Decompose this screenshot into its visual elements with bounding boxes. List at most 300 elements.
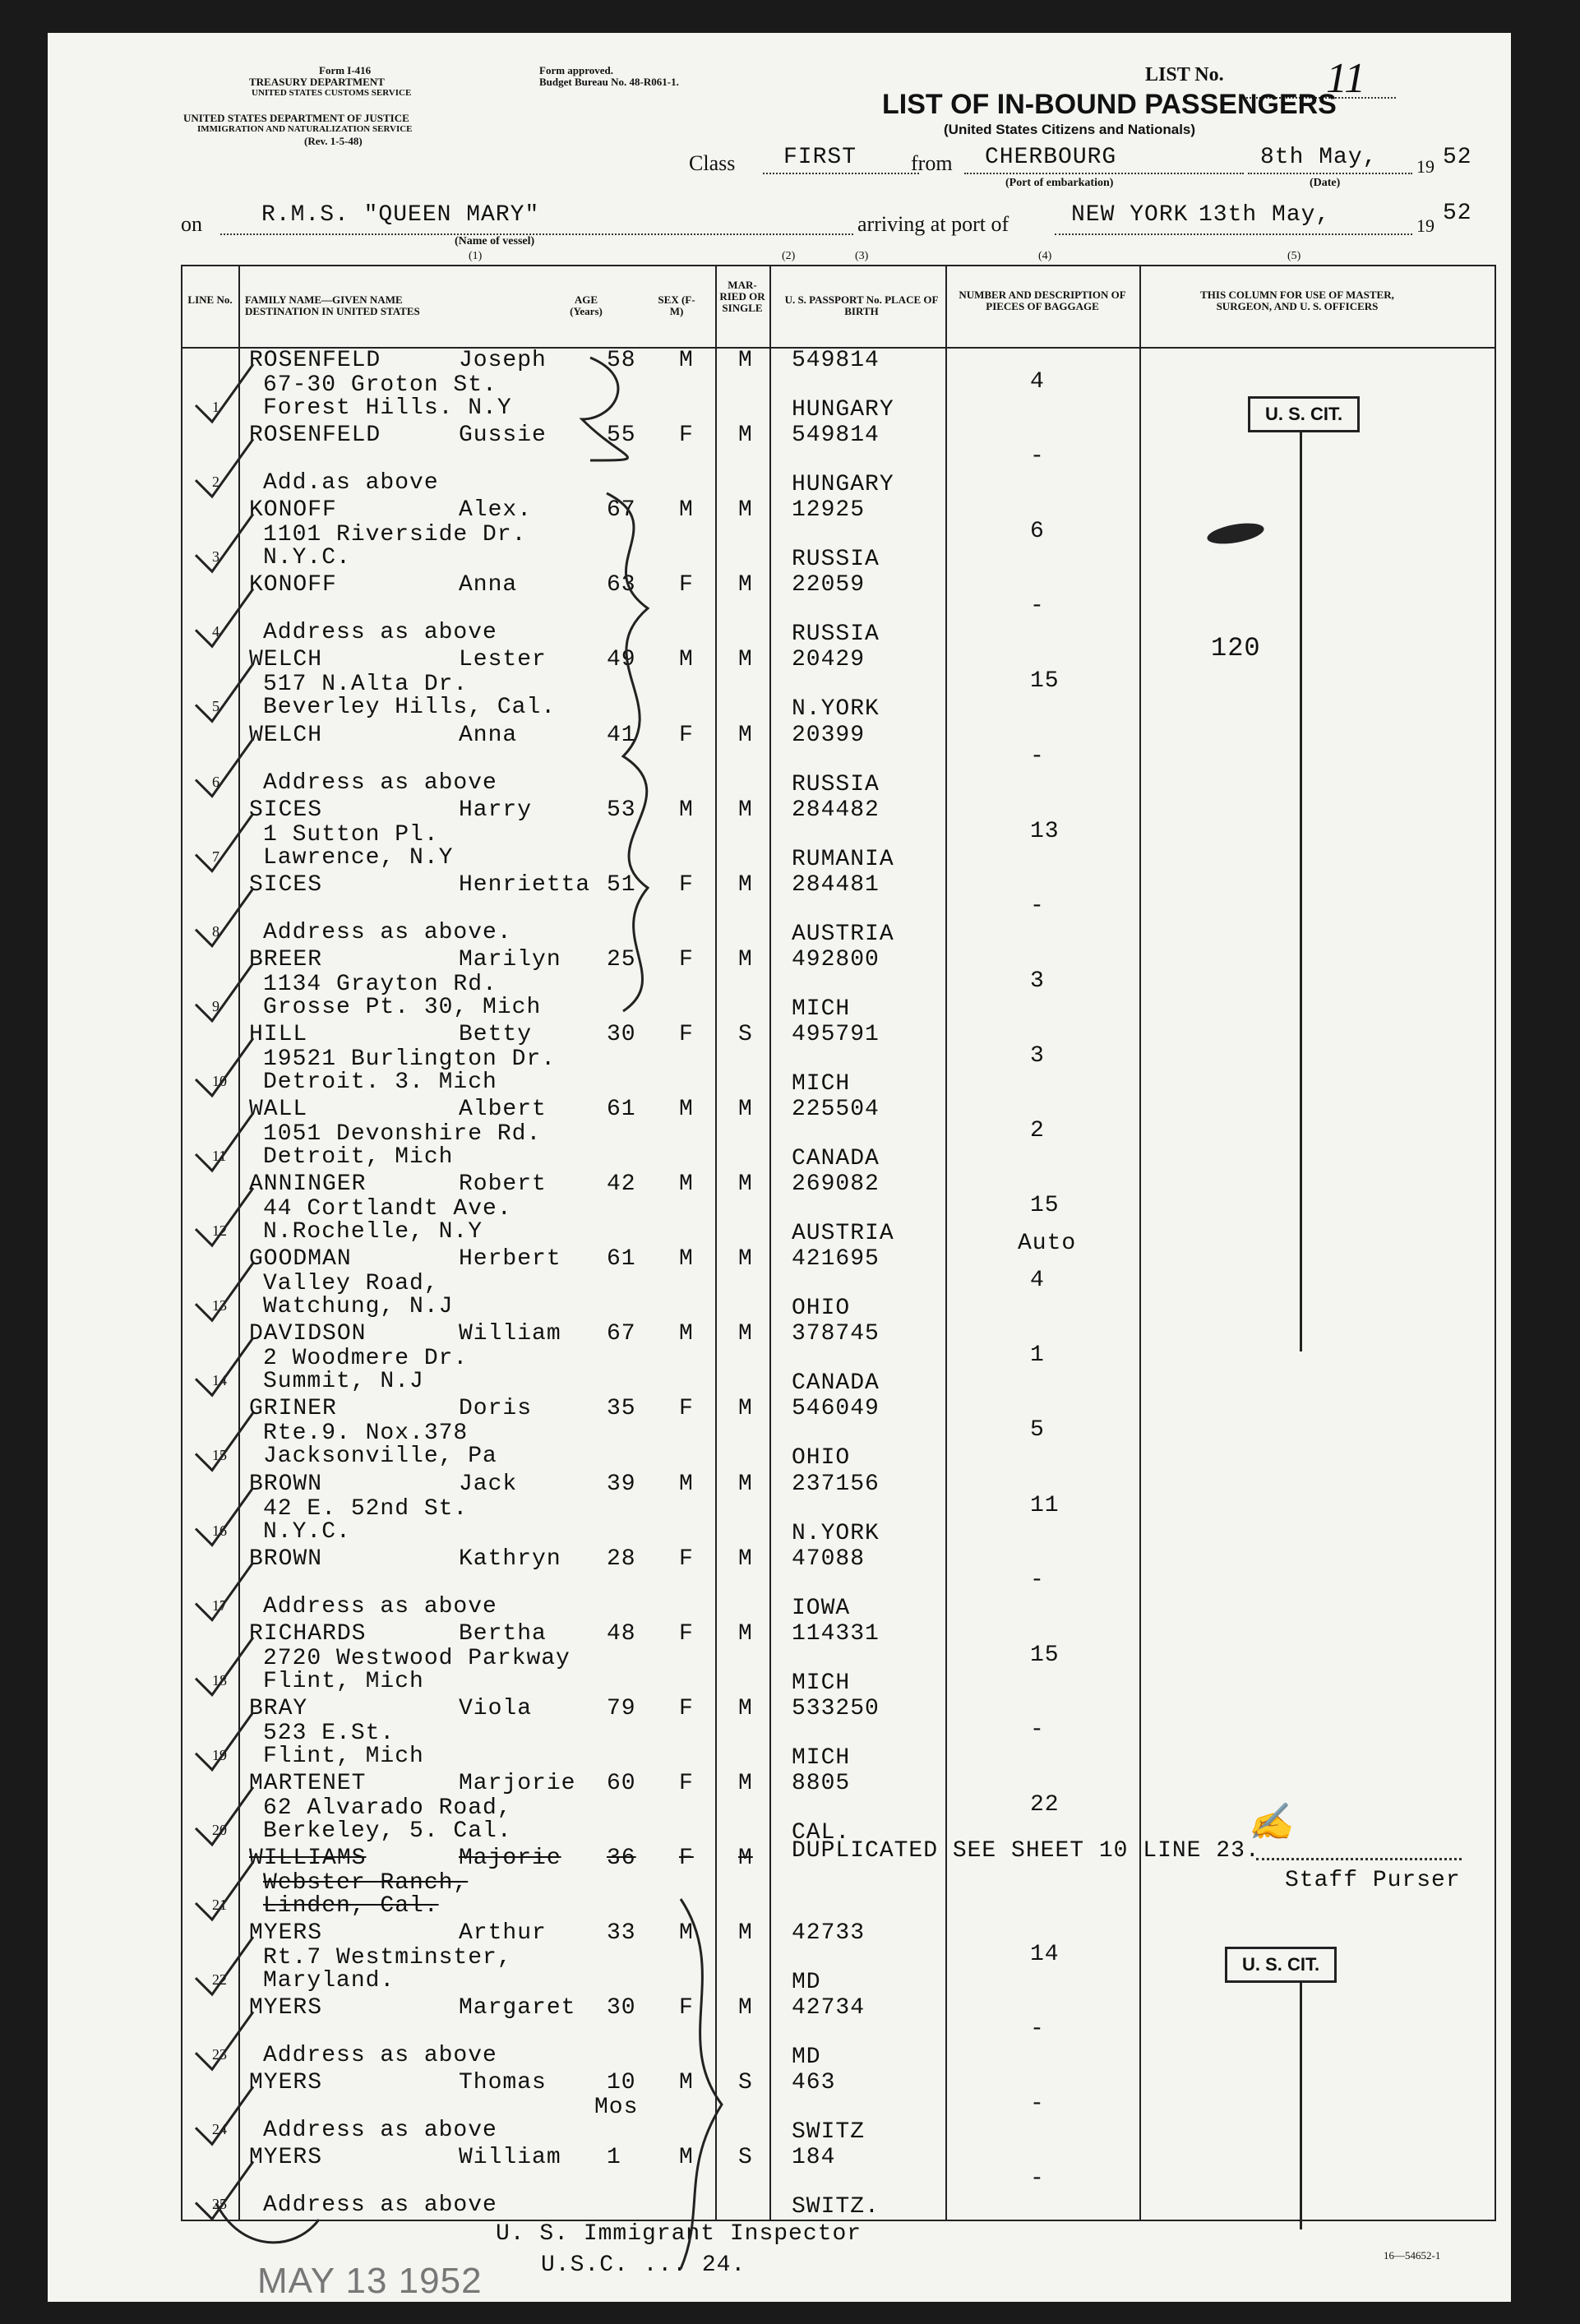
age: 28 — [607, 1545, 636, 1572]
age: 25 — [607, 946, 636, 973]
baggage-count: - — [1030, 594, 1045, 620]
check-mark — [196, 1263, 253, 1320]
given-name: Henrietta — [459, 871, 591, 898]
marital-status: M — [738, 946, 753, 973]
family-name: WELCH — [249, 647, 323, 673]
list-no-label: LIST No. — [1145, 64, 1224, 85]
line-number: 10 — [212, 1072, 227, 1089]
given-name: Marjorie — [459, 1770, 576, 1796]
address-line-1: 1051 Devonshire Rd. — [263, 1121, 542, 1147]
given-name: William — [459, 1321, 561, 1347]
address-line-2: Address as above — [263, 2192, 497, 2219]
address-line-2: Address as above — [263, 2043, 497, 2069]
sex: M — [679, 1321, 694, 1347]
given-name: Thomas — [459, 2070, 547, 2096]
family-name: RICHARDS — [249, 1620, 367, 1647]
address-line-1: 523 E.St. — [263, 1720, 395, 1746]
age: 30 — [607, 1995, 636, 2021]
embark-year: 52 — [1443, 145, 1472, 170]
baggage-count: 15 — [1030, 1193, 1060, 1219]
given-name: Arthur — [459, 1920, 547, 1947]
passport-number: 533250 — [792, 1695, 880, 1721]
family-name: MYERS — [249, 2070, 323, 2096]
sex: F — [679, 1995, 694, 2021]
given-name: Alex. — [459, 497, 533, 524]
passport-number: 492800 — [792, 946, 880, 973]
place-of-birth: N.YORK — [792, 1520, 880, 1546]
address-line-2: Detroit. 3. Mich — [263, 1069, 497, 1095]
check-mark — [196, 1113, 253, 1171]
baggage-count: - — [1030, 1716, 1045, 1743]
age: 58 — [607, 348, 636, 373]
age: 79 — [607, 1695, 636, 1721]
family-name: BROWN — [249, 1471, 323, 1497]
address-line-1: 19521 Burlington Dr. — [263, 1046, 557, 1072]
col-num-4: (4) — [1038, 250, 1052, 262]
staff-purser: Staff Purser — [1285, 1868, 1461, 1893]
age: 42 — [607, 1171, 636, 1198]
check-mark — [196, 889, 253, 946]
family-name: BRAY — [249, 1695, 308, 1721]
age: 10 — [607, 2070, 636, 2096]
family-name: WALL — [249, 1097, 308, 1122]
place-of-birth: MICH — [792, 996, 851, 1022]
place-of-birth: RUMANIA — [792, 846, 894, 872]
us-citizen-stamp-2: U. S. CIT. — [1225, 1947, 1337, 1983]
age: 60 — [607, 1770, 636, 1796]
age: 61 — [607, 1097, 636, 1122]
place-of-birth: MD — [792, 2044, 821, 2071]
place-of-birth: SWITZ. — [792, 2194, 880, 2220]
date-stamp: MAY 13 1952 — [257, 2261, 483, 2301]
sex: F — [679, 1545, 694, 1572]
passport-number: 225504 — [792, 1097, 880, 1122]
given-name: Joseph — [459, 348, 547, 373]
sex: F — [679, 871, 694, 898]
header-name: FAMILY NAME—GIVEN NAME DESTINATION IN UNITED STATES — [245, 293, 420, 317]
baggage-count: - — [1030, 2166, 1045, 2192]
marital-status: M — [738, 348, 753, 373]
family-name: SICES — [249, 871, 323, 898]
sex: F — [679, 572, 694, 598]
passport-number: 114331 — [792, 1620, 880, 1647]
marital-status: S — [738, 2070, 753, 2096]
baggage-count: 3 — [1030, 1042, 1045, 1069]
age: 67 — [607, 497, 636, 524]
place-of-birth: MICH — [792, 1744, 851, 1771]
age: 61 — [607, 1246, 636, 1273]
marital-status: M — [738, 1620, 753, 1647]
baggage-count: 15 — [1030, 668, 1060, 695]
age: 41 — [607, 722, 636, 748]
address-line-2: Linden, Cal. — [263, 1893, 439, 1919]
check-mark — [196, 1787, 253, 1845]
place-of-birth: CANADA — [792, 1146, 880, 1171]
given-name: Albert — [459, 1097, 547, 1122]
address-line-2: Maryland. — [263, 1968, 395, 1994]
family-name: MYERS — [249, 1920, 323, 1947]
address-line-1: 42 E. 52nd St. — [263, 1495, 469, 1522]
line-number: 25 — [212, 2196, 227, 2213]
sex: M — [679, 647, 694, 673]
list-number: 11 — [1326, 55, 1366, 102]
year-prefix: 19 — [1416, 156, 1434, 177]
line-number: 4 — [212, 623, 219, 640]
marital-status: M — [738, 1545, 753, 1572]
marital-status: M — [738, 871, 753, 898]
sex: F — [679, 423, 694, 449]
check-mark — [196, 1937, 253, 1994]
place-of-birth: OHIO — [792, 1296, 851, 1322]
baggage-count: 11 — [1030, 1492, 1060, 1518]
baggage-description: Auto — [1018, 1231, 1077, 1257]
place-of-birth: N.YORK — [792, 696, 880, 723]
address-line-1: 1101 Riverside Dr. — [263, 522, 527, 548]
baggage-count: - — [1030, 743, 1045, 769]
address-line-2: Beverley Hills, Cal. — [263, 695, 557, 721]
header-married: MAR- RIED OR SINGLE — [719, 279, 765, 314]
header-baggage: NUMBER AND DESCRIPTION OF PIECES OF BAGGAGE — [959, 289, 1126, 312]
given-name: Lester — [459, 647, 547, 673]
age: 53 — [607, 797, 636, 823]
check-mark — [196, 2086, 253, 2144]
line-number: 21 — [212, 1897, 227, 1913]
us-citizen-stamp: U. S. CIT. — [1248, 396, 1360, 432]
given-name: Majorie — [459, 1846, 561, 1871]
age: 63 — [607, 572, 636, 598]
family-name: BREER — [249, 946, 323, 973]
line-number: 7 — [212, 848, 219, 865]
line-number: 18 — [212, 1671, 227, 1689]
baggage-count: 1 — [1030, 1342, 1045, 1369]
passport-number: 549814 — [792, 348, 880, 373]
baggage-count: 4 — [1030, 369, 1045, 395]
customs-service: UNITED STATES CUSTOMS SERVICE — [252, 88, 412, 98]
baggage-count: 15 — [1030, 1642, 1060, 1668]
date-caption: (Date) — [1310, 177, 1341, 189]
marital-status: M — [738, 1920, 753, 1947]
address-line-1: Webster Ranch, — [263, 1870, 469, 1896]
address-line-2: Jacksonville, Pa — [263, 1444, 497, 1470]
port-of-embarkation: CHERBOURG — [985, 145, 1117, 170]
place-of-birth: MICH — [792, 1670, 851, 1696]
passport-number: 42733 — [792, 1920, 866, 1947]
embark-date: 8th May, — [1260, 145, 1378, 170]
address-line-2: Add.as above — [263, 470, 439, 497]
header-official-use: THIS COLUMN FOR USE OF MASTER, SURGEON, AND U. S. OFFICERS — [1200, 289, 1394, 312]
family-name: MYERS — [249, 2145, 323, 2171]
marital-status: M — [738, 1321, 753, 1347]
line-number: 20 — [212, 1821, 227, 1838]
age: 48 — [607, 1620, 636, 1647]
place-of-birth: SWITZ — [792, 2119, 866, 2146]
check-mark — [196, 814, 253, 871]
place-of-birth: CAL. — [792, 1819, 851, 1846]
baggage-count: 4 — [1030, 1268, 1045, 1294]
address-line-2: Summit, N.J — [263, 1369, 424, 1395]
line-number: 9 — [212, 997, 219, 1014]
family-name: SICES — [249, 797, 323, 823]
vessel-caption: (Name of vessel) — [455, 235, 535, 247]
family-name: WELCH — [249, 722, 323, 748]
address-line-1: 2 Woodmere Dr. — [263, 1346, 469, 1372]
form-approved: Form approved. — [539, 64, 614, 76]
marital-status: S — [738, 1021, 753, 1047]
arrival-port: NEW YORK — [1071, 202, 1189, 228]
address-line-2: N.Y.C. — [263, 1518, 351, 1545]
line-number: 17 — [212, 1596, 227, 1614]
age: 51 — [607, 871, 636, 898]
list-subtitle: (United States Citizens and Nationals) — [944, 122, 1196, 137]
marital-status: M — [738, 1471, 753, 1497]
sex: M — [679, 2070, 694, 2096]
given-name: Anna — [459, 722, 518, 748]
form-code: 16—54652-1 — [1384, 2249, 1441, 2262]
class-label: Class — [689, 151, 736, 175]
passport-number: 463 — [792, 2070, 836, 2096]
col-num-2: (2) — [782, 250, 796, 262]
place-of-birth: HUNGARY — [792, 472, 894, 498]
check-mark — [196, 1338, 253, 1395]
sex: F — [679, 1695, 694, 1721]
place-of-birth: CANADA — [792, 1370, 880, 1397]
sex: F — [679, 1021, 694, 1047]
passport-number: 20429 — [792, 647, 866, 673]
marital-status: M — [738, 1995, 753, 2021]
age: 36 — [607, 1846, 636, 1871]
check-mark — [196, 514, 253, 571]
passport-number: 237156 — [792, 1471, 880, 1497]
passport-number: 269082 — [792, 1171, 880, 1198]
baggage-count: - — [1030, 444, 1045, 470]
family-name: MYERS — [249, 1995, 323, 2021]
place-of-birth: MICH — [792, 1070, 851, 1097]
sex: M — [679, 1471, 694, 1497]
given-name: Harry — [459, 797, 533, 823]
passport-number: 22059 — [792, 572, 866, 598]
place-of-birth: HUNGARY — [792, 397, 894, 423]
family-name: ROSENFELD — [249, 423, 381, 449]
family-name: KONOFF — [249, 572, 337, 598]
address-line-1: 62 Alvarado Road, — [263, 1795, 512, 1821]
line-number: 11 — [212, 1148, 227, 1164]
family-name: ANNINGER — [249, 1171, 367, 1198]
address-line-1: 1 Sutton Pl. — [263, 821, 439, 848]
given-name: Margaret — [459, 1995, 576, 2021]
ins-service: IMMIGRATION AND NATURALIZATION SERVICE — [197, 124, 413, 134]
given-name: Herbert — [459, 1246, 561, 1273]
embarkation-caption: (Port of embarkation) — [1005, 177, 1114, 189]
address-line-2: Flint, Mich — [263, 1743, 424, 1769]
line-number: 6 — [212, 773, 219, 790]
address-line-1: 67-30 Groton St. — [263, 372, 497, 398]
purser-signature: ✍ — [1248, 1802, 1293, 1842]
passport-number: 495791 — [792, 1021, 880, 1047]
place-of-birth: OHIO — [792, 1445, 851, 1472]
passport-number: 549814 — [792, 423, 880, 449]
usc-total: U.S.C. ... 24. — [541, 2252, 746, 2278]
line-number: 24 — [212, 2121, 227, 2138]
address-line-2: Berkeley, 5. Cal. — [263, 1818, 512, 1844]
family-name: GOODMAN — [249, 1246, 352, 1273]
marital-status: M — [738, 1770, 753, 1796]
check-mark — [196, 589, 253, 646]
col-num-3: (3) — [855, 250, 869, 262]
given-name: Bertha — [459, 1620, 547, 1647]
check-mark — [196, 1563, 253, 1620]
check-mark — [196, 1038, 253, 1096]
address-line-1: 2720 Westwood Parkway — [263, 1645, 571, 1671]
age-unit: Mos — [594, 2095, 639, 2121]
vessel-name: R.M.S. "QUEEN MARY" — [261, 202, 540, 228]
address-line-2: N.Rochelle, N.Y — [263, 1219, 483, 1245]
address-line-1: 1134 Grayton Rd. — [263, 971, 497, 997]
address-line-1: Rt.7 Westminster, — [263, 1945, 512, 1971]
passport-number: 20399 — [792, 722, 866, 748]
check-mark — [196, 739, 253, 797]
budget-bureau: Budget Bureau No. 48-R061-1. — [539, 76, 679, 88]
family-name: WILLIAMS — [249, 1846, 367, 1871]
line-number: 13 — [212, 1297, 227, 1314]
line-number: 5 — [212, 698, 219, 715]
family-name: ROSENFELD — [249, 348, 381, 373]
address-line-2: Watchung, N.J — [263, 1294, 454, 1320]
check-mark — [196, 1188, 253, 1245]
dept-of-justice: UNITED STATES DEPARTMENT OF JUSTICE — [183, 112, 409, 124]
line-number: 2 — [212, 474, 219, 491]
sex: M — [679, 1920, 694, 1947]
baggage-count: - — [1030, 2017, 1045, 2043]
age: 49 — [607, 647, 636, 673]
given-name: Doris — [459, 1396, 533, 1422]
immigrant-inspector: U. S. Immigrant Inspector — [496, 2221, 862, 2247]
age: 55 — [607, 423, 636, 449]
given-name: Gussie — [459, 423, 547, 449]
revision: (Rev. 1-5-48) — [304, 135, 363, 147]
address-line-2: Address as above. — [263, 919, 512, 945]
sex: F — [679, 1846, 694, 1871]
sex: F — [679, 946, 694, 973]
sex: M — [679, 348, 694, 373]
baggage-count: - — [1030, 1567, 1045, 1593]
baggage-count: 13 — [1030, 818, 1060, 844]
marital-status: M — [738, 497, 753, 524]
given-name: Anna — [459, 572, 518, 598]
given-name: Betty — [459, 1021, 533, 1047]
check-mark — [196, 1488, 253, 1545]
line-number: 1 — [212, 399, 219, 415]
baggage-count: 2 — [1030, 1118, 1045, 1144]
from-label: from — [911, 151, 953, 175]
check-mark — [196, 2161, 253, 2219]
baggage-count: 14 — [1030, 1942, 1060, 1968]
line-number: 14 — [212, 1372, 227, 1389]
check-mark — [196, 963, 253, 1021]
sex: M — [679, 797, 694, 823]
line-number: 16 — [212, 1522, 227, 1539]
line-number: 12 — [212, 1222, 227, 1240]
address-line-2: Forest Hills. N.Y — [263, 395, 512, 421]
header-age: AGE (Years) — [570, 293, 603, 317]
age: 1 — [607, 2145, 621, 2171]
place-of-birth: AUSTRIA — [792, 1221, 894, 1247]
age: 35 — [607, 1396, 636, 1422]
address-line-2: Detroit, Mich — [263, 1144, 454, 1170]
line-number: 23 — [212, 2046, 227, 2063]
line-number: 22 — [212, 1971, 227, 1989]
baggage-count: - — [1030, 2091, 1045, 2118]
manifest-sheet — [48, 33, 1511, 2302]
marital-status: M — [738, 797, 753, 823]
sex: F — [679, 1770, 694, 1796]
address-line-1: 517 N.Alta Dr. — [263, 672, 469, 698]
family-name: MARTENET — [249, 1770, 367, 1796]
address-line-2: Grosse Pt. 30, Mich — [263, 994, 542, 1020]
marital-status: M — [738, 572, 753, 598]
family-name: BROWN — [249, 1545, 323, 1572]
form-number: Form I-416 — [319, 64, 372, 76]
address-line-1: Valley Road, — [263, 1271, 439, 1297]
check-mark — [196, 439, 253, 497]
marital-status: M — [738, 1097, 753, 1122]
on-label: on — [181, 212, 202, 236]
place-of-birth: IOWA — [792, 1595, 851, 1621]
header-sex: SEX (F-M) — [658, 293, 695, 317]
marital-status: M — [738, 1171, 753, 1198]
address-line-1: 44 Cortlandt Ave. — [263, 1196, 512, 1222]
passport-number: 47088 — [792, 1545, 866, 1572]
marital-status: S — [738, 2145, 753, 2171]
passport-number: 42734 — [792, 1995, 866, 2021]
handwritten-marks — [48, 33, 1511, 2302]
arriving-label: arriving at port of — [857, 212, 1009, 236]
address-line-2: Address as above — [263, 2118, 497, 2144]
line-number: 3 — [212, 548, 219, 566]
given-name: Robert — [459, 1171, 547, 1198]
place-of-birth: RUSSIA — [792, 547, 880, 573]
given-name: Viola — [459, 1695, 533, 1721]
arrival-date: 13th May, — [1199, 202, 1331, 228]
passport-number: 184 — [792, 2145, 836, 2171]
marital-status: M — [738, 647, 753, 673]
address-line-2: Address as above — [263, 1593, 497, 1619]
address-line-2: Address as above — [263, 769, 497, 796]
marital-status: M — [738, 1695, 753, 1721]
age: 33 — [607, 1920, 636, 1947]
duplicated-note: DUPLICATED SEE SHEET 10 LINE 23. — [792, 1838, 1260, 1864]
family-name: KONOFF — [249, 497, 337, 524]
address-line-1: Rte.9. Nox.378 — [263, 1421, 469, 1447]
baggage-count: 6 — [1030, 519, 1045, 545]
check-mark — [196, 1862, 253, 1920]
sex: M — [679, 1171, 694, 1198]
check-mark — [196, 1638, 253, 1695]
sex: F — [679, 1396, 694, 1422]
arrival-year-prefix: 19 — [1416, 215, 1434, 236]
marital-status: M — [738, 423, 753, 449]
passport-number: 284481 — [792, 871, 880, 898]
address-line-2: N.Y.C. — [263, 545, 351, 571]
col-num-5: (5) — [1287, 250, 1301, 262]
place-of-birth: AUSTRIA — [792, 921, 894, 947]
check-mark — [196, 1712, 253, 1770]
passport-number: 546049 — [792, 1396, 880, 1422]
age: 39 — [607, 1471, 636, 1497]
passport-number: 8805 — [792, 1770, 851, 1796]
address-line-2: Address as above — [263, 620, 497, 646]
passport-number: 378745 — [792, 1321, 880, 1347]
passport-number: 12925 — [792, 497, 866, 524]
